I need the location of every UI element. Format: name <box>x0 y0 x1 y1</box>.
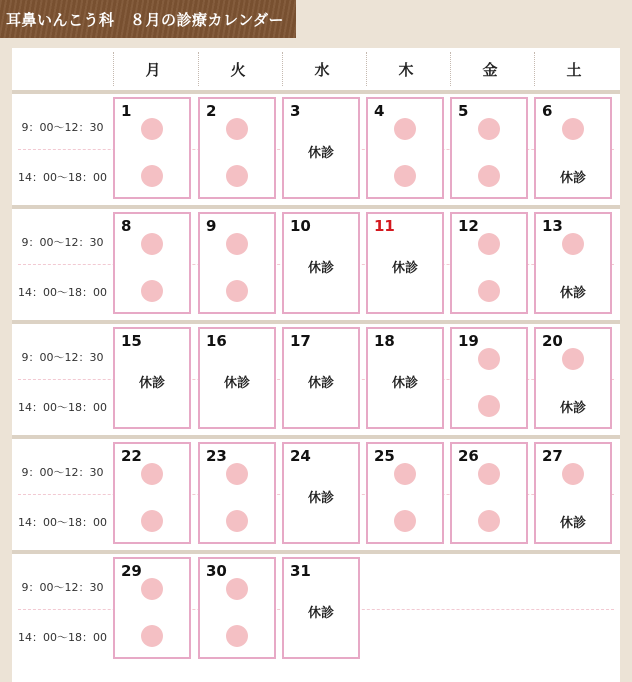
day-number: 8 <box>121 217 132 235</box>
time-label-pm: 14：00～18：00 <box>18 171 107 184</box>
day-cell <box>366 212 444 314</box>
title-bar <box>0 0 296 38</box>
day-cell <box>534 327 612 429</box>
open-pm-dot <box>478 395 500 417</box>
header-separator <box>534 52 535 86</box>
time-label-am: 9：00～12：30 <box>21 236 104 249</box>
open-am-dot <box>562 463 584 485</box>
day-cell <box>282 557 360 659</box>
day-number: 5 <box>458 102 469 120</box>
calendar <box>12 48 620 682</box>
open-am-dot <box>226 233 248 255</box>
open-pm-dot <box>141 165 163 187</box>
day-number: 9 <box>206 217 217 235</box>
closed-label: 休診 <box>559 516 586 531</box>
open-am-dot <box>141 578 163 600</box>
day-number: 17 <box>290 332 311 350</box>
day-number: 25 <box>374 447 395 465</box>
day-cell <box>113 97 191 199</box>
open-pm-dot <box>478 165 500 187</box>
closed-label: 休診 <box>223 376 250 391</box>
open-am-dot <box>226 578 248 600</box>
day-cell <box>450 327 528 429</box>
closed-label: 休診 <box>559 171 586 186</box>
time-label-am: 9：00～12：30 <box>21 581 104 594</box>
weekday-header: 火 <box>230 60 246 79</box>
weekday-header: 水 <box>314 60 330 79</box>
open-pm-dot <box>141 625 163 647</box>
day-cell <box>366 97 444 199</box>
day-number: 23 <box>206 447 227 465</box>
day-cell <box>113 212 191 314</box>
day-number: 18 <box>374 332 395 350</box>
open-pm-dot <box>478 510 500 532</box>
weekday-header: 土 <box>566 60 582 79</box>
empty-day-cell <box>366 557 444 659</box>
open-pm-dot <box>226 510 248 532</box>
closed-label: 休診 <box>307 376 334 391</box>
day-cell <box>282 212 360 314</box>
open-am-dot <box>141 118 163 140</box>
closed-label: 休診 <box>307 491 334 506</box>
day-cell <box>450 442 528 544</box>
time-label-pm: 14：00～18：00 <box>18 516 107 529</box>
day-number: 16 <box>206 332 227 350</box>
closed-label: 休診 <box>391 261 418 276</box>
day-cell <box>113 327 191 429</box>
open-am-dot <box>394 118 416 140</box>
closed-label: 休診 <box>559 286 586 301</box>
open-am-dot <box>478 233 500 255</box>
row-divider <box>12 205 620 209</box>
time-label-pm: 14：00～18：00 <box>18 401 107 414</box>
weekday-header: 金 <box>482 60 498 79</box>
day-cell <box>198 557 276 659</box>
open-pm-dot <box>226 625 248 647</box>
time-label-pm: 14：00～18：00 <box>18 631 107 644</box>
day-number: 15 <box>121 332 142 350</box>
open-am-dot <box>478 348 500 370</box>
day-number: 3 <box>290 102 301 120</box>
closed-label: 休診 <box>307 606 334 621</box>
open-pm-dot <box>141 280 163 302</box>
header-separator <box>198 52 199 86</box>
day-cell <box>450 97 528 199</box>
time-label-am: 9：00～12：30 <box>21 466 104 479</box>
day-number: 26 <box>458 447 479 465</box>
day-number: 29 <box>121 562 142 580</box>
row-divider <box>12 550 620 554</box>
day-cell <box>534 442 612 544</box>
day-cell <box>113 557 191 659</box>
day-cell <box>534 97 612 199</box>
row-divider <box>12 90 620 94</box>
closed-label: 休診 <box>391 376 418 391</box>
open-am-dot <box>226 463 248 485</box>
closed-label: 休診 <box>307 261 334 276</box>
open-am-dot <box>226 118 248 140</box>
day-cell <box>366 327 444 429</box>
open-pm-dot <box>478 280 500 302</box>
day-number: 30 <box>206 562 227 580</box>
day-number: 2 <box>206 102 217 120</box>
day-cell <box>198 442 276 544</box>
day-cell <box>282 327 360 429</box>
open-am-dot <box>394 463 416 485</box>
day-cell <box>450 212 528 314</box>
day-number: 27 <box>542 447 563 465</box>
open-pm-dot <box>394 165 416 187</box>
time-label-am: 9：00～12：30 <box>21 121 104 134</box>
open-pm-dot <box>141 510 163 532</box>
page-title: 耳鼻いんこう科 ８月の診療カレンダー <box>6 11 285 29</box>
day-number: 11 <box>374 217 395 235</box>
day-number: 20 <box>542 332 563 350</box>
time-label-pm: 14：00～18：00 <box>18 286 107 299</box>
header-separator <box>366 52 367 86</box>
header-separator <box>282 52 283 86</box>
time-label-am: 9：00～12：30 <box>21 351 104 364</box>
day-cell <box>198 327 276 429</box>
day-cell <box>113 442 191 544</box>
open-pm-dot <box>226 280 248 302</box>
open-pm-dot <box>226 165 248 187</box>
day-cell <box>282 442 360 544</box>
day-cell <box>534 212 612 314</box>
day-number: 10 <box>290 217 311 235</box>
day-cell <box>198 97 276 199</box>
open-pm-dot <box>394 510 416 532</box>
day-number: 1 <box>121 102 132 120</box>
open-am-dot <box>141 463 163 485</box>
open-am-dot <box>141 233 163 255</box>
day-number: 19 <box>458 332 479 350</box>
weekday-header: 月 <box>145 60 161 79</box>
closed-label: 休診 <box>307 146 334 161</box>
open-am-dot <box>562 233 584 255</box>
day-number: 12 <box>458 217 479 235</box>
open-am-dot <box>562 348 584 370</box>
open-am-dot <box>478 118 500 140</box>
day-number: 22 <box>121 447 142 465</box>
day-number: 4 <box>374 102 385 120</box>
open-am-dot <box>562 118 584 140</box>
day-number: 13 <box>542 217 563 235</box>
open-am-dot <box>478 463 500 485</box>
row-divider <box>12 320 620 324</box>
header-separator <box>450 52 451 86</box>
day-number: 6 <box>542 102 553 120</box>
weekday-header: 木 <box>398 60 414 79</box>
day-number: 24 <box>290 447 311 465</box>
day-number: 31 <box>290 562 311 580</box>
day-cell <box>198 212 276 314</box>
empty-day-cell <box>534 557 612 659</box>
day-cell <box>366 442 444 544</box>
closed-label: 休診 <box>559 401 586 416</box>
closed-label: 休診 <box>138 376 165 391</box>
header-separator <box>113 52 114 86</box>
day-cell <box>282 97 360 199</box>
empty-day-cell <box>450 557 528 659</box>
row-divider <box>12 435 620 439</box>
